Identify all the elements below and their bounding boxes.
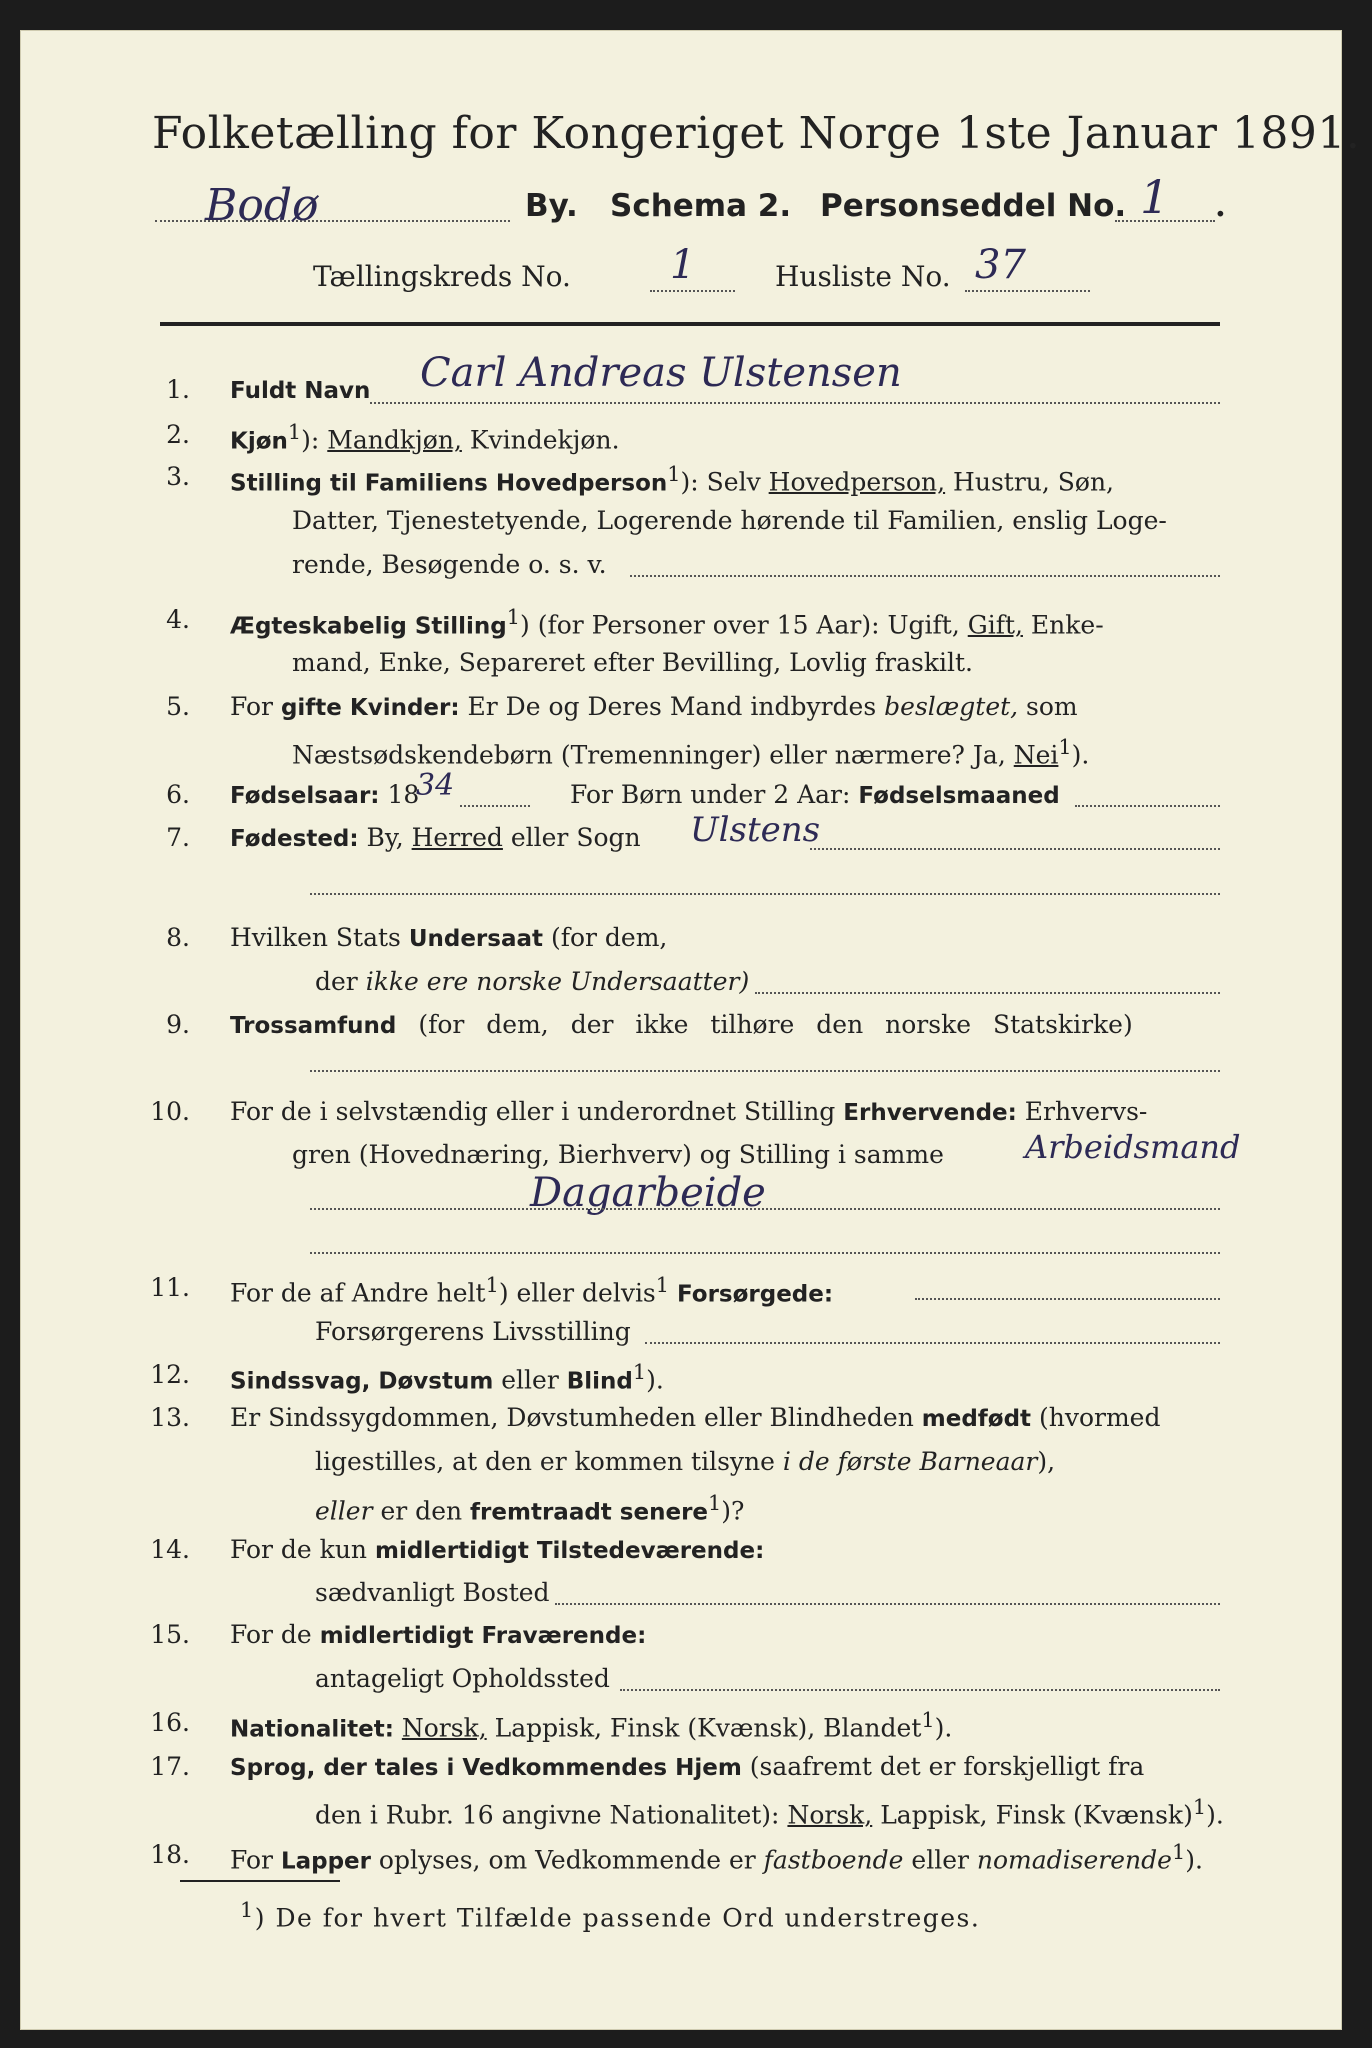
item-7-dots2 — [310, 893, 1220, 895]
item-number: 14. — [150, 1535, 190, 1564]
item-number: 16. — [150, 1708, 190, 1737]
item-number: 4. — [166, 605, 190, 634]
item-4-line2: mand, Enke, Separeret efter Bevilling, Lovlig fraskilt. — [292, 648, 973, 677]
item-number: 10. — [150, 1097, 190, 1126]
item-8-line2: der ikke ere norske Undersaatter) — [315, 967, 750, 996]
item-number: 13. — [150, 1403, 190, 1432]
item-4: Ægteskabelig Stilling$^1$) (for Personer over 15 Aar): Ugift, Gift, Enke- — [230, 605, 1104, 640]
name-dots — [370, 402, 1220, 404]
item-15-line2: antageligt Opholdssted — [315, 1664, 610, 1693]
item-number: 7. — [166, 823, 190, 852]
census-form — [20, 30, 1361, 2030]
item-14-line2: sædvanligt Bosted — [315, 1578, 550, 1607]
item-14-dots — [555, 1603, 1220, 1605]
item-17: Sprog, der tales i Vedkommendes Hjem (saafremt det er forskjelligt fra — [230, 1752, 1145, 1781]
item-1 — [230, 375, 370, 404]
item-17-line2: den i Rubr. 16 angivne Nationalitet): Norsk, Lappisk, Finsk (Kvænsk)$^1$). — [315, 1795, 1224, 1830]
item-14: For de kun midlertidigt Tilstedeværende: — [230, 1535, 765, 1564]
item-8-dots — [755, 992, 1220, 994]
item-15-dots — [620, 1689, 1220, 1691]
birthyear-dots — [460, 805, 530, 807]
item-13-line3: eller er den fremtraadt senere$^1$)? — [315, 1491, 745, 1526]
item-6-dots — [1075, 805, 1220, 807]
husliste-no: 37 — [975, 242, 1026, 288]
item-number: 5. — [166, 692, 190, 721]
footnote: $^1$) De for hvert Tilfælde passende Ord understreges. — [240, 1898, 981, 1933]
item-18: For Lapper oplyses, om Vedkommende er fastboende eller nomadiserende$^1$). — [230, 1840, 1203, 1875]
item-11: For de af Andre helt$^1$) eller delvis$^1$ Forsørgede: — [230, 1273, 834, 1308]
form-title: Folketælling for Kongeriget Norge 1ste Januar 1891. — [152, 108, 1361, 159]
item-9: Trossamfund (for dem, der ikke tilhøre den norske Statskirke) — [230, 1010, 1133, 1039]
item-11-dots2 — [645, 1342, 1220, 1344]
item-3-dots — [630, 575, 1220, 577]
item-15: For de midlertidigt Fraværende: — [230, 1620, 647, 1649]
name-handwritten: Carl Andreas Ulstensen — [420, 350, 902, 396]
item-5-line2: Næstsødskendebørn (Tremenninger) eller nærmere? Ja, Nei$^1$). — [292, 735, 1090, 770]
item-number: 12. — [150, 1360, 190, 1389]
personseddel-label: Personseddel No. — [820, 188, 1127, 224]
occupation2-handwritten: Dagarbeide — [530, 1170, 766, 1216]
item-number: 3. — [166, 462, 190, 491]
item-7: Fødested: By, Herred eller Sogn — [230, 823, 641, 852]
kreds-label: Tællingskreds No. — [313, 260, 571, 293]
footnote-rule — [180, 1880, 340, 1882]
item-number: 8. — [166, 923, 190, 952]
item-16: Nationalitet: Norsk, Lappisk, Finsk (Kvænsk), Blandet$^1$). — [230, 1708, 953, 1743]
period: . — [1215, 188, 1226, 224]
husliste-dots — [965, 290, 1090, 292]
item-3-line3: rende, Besøgende o. s. v. — [292, 550, 607, 579]
item-label: Fuldt Navn — [230, 378, 371, 404]
town-handwritten: Bodø — [205, 180, 319, 231]
item-3-line2: Datter, Tjenestetyende, Logerende hørende til Familien, enslig Loge- — [292, 506, 1167, 535]
item-number: 9. — [166, 1010, 190, 1039]
kreds-dots — [650, 290, 735, 292]
schema-label: Schema 2. — [610, 188, 792, 224]
item-5: For gifte Kvinder: Er De og Deres Mand indbyrdes beslægtet, som — [230, 692, 1078, 721]
item-8: Hvilken Stats Undersaat (for dem, — [230, 923, 668, 952]
occupation-handwritten: Arbeidsmand — [1025, 1128, 1241, 1166]
item-12: Sindssvag, Døvstum eller Blind$^1$). — [230, 1360, 664, 1395]
item-number: 6. — [166, 780, 190, 809]
header-rule — [160, 322, 1220, 326]
item-number: 1. — [166, 375, 190, 404]
item-number: 2. — [166, 420, 190, 449]
item-7-dots — [810, 848, 1220, 850]
personseddel-no: 1 — [1140, 170, 1170, 224]
item-11-dots — [915, 1298, 1220, 1300]
item-6-under2: For Børn under 2 Aar: Fødselsmaaned — [570, 780, 1060, 809]
item-number: 17. — [150, 1752, 190, 1781]
item-6: Fødselsaar: 18 — [230, 780, 420, 809]
kreds-no: 1 — [670, 242, 696, 288]
item-11-line2: Forsørgerens Livsstilling — [315, 1317, 631, 1346]
item-number: 15. — [150, 1620, 190, 1649]
item-13: Er Sindssygdommen, Døvstumheden eller Blindheden medfødt (hvormed — [230, 1403, 1161, 1432]
item-2: Kjøn$^1$): Mandkjøn, Kvindekjøn. — [230, 420, 620, 455]
by-label: By. — [525, 188, 578, 224]
item-3: Stilling til Familiens Hovedperson$^1$): Selv Hovedperson, Hustru, Søn, — [230, 462, 1115, 497]
item-13-line2: ligestilles, at den er kommen tilsyne i de første Barneaar), — [315, 1447, 1056, 1476]
item-10: For de i selvstændig eller i underordnet Stilling Erhvervende: Erhvervs- — [230, 1097, 1148, 1126]
item-10-line2: gren (Hovednæring, Bierhverv) og Stilling i samme — [292, 1140, 944, 1169]
item-9-dots — [310, 1070, 1220, 1072]
item-number: 18. — [150, 1840, 190, 1869]
birthyear-handwritten: 34 — [416, 768, 455, 803]
item-10-dots2 — [310, 1252, 1220, 1254]
husliste-label: Husliste No. — [775, 260, 951, 293]
item-10-dots — [310, 1208, 1220, 1210]
item-number: 11. — [150, 1273, 190, 1302]
birthplace-handwritten: Ulstens — [690, 810, 821, 850]
